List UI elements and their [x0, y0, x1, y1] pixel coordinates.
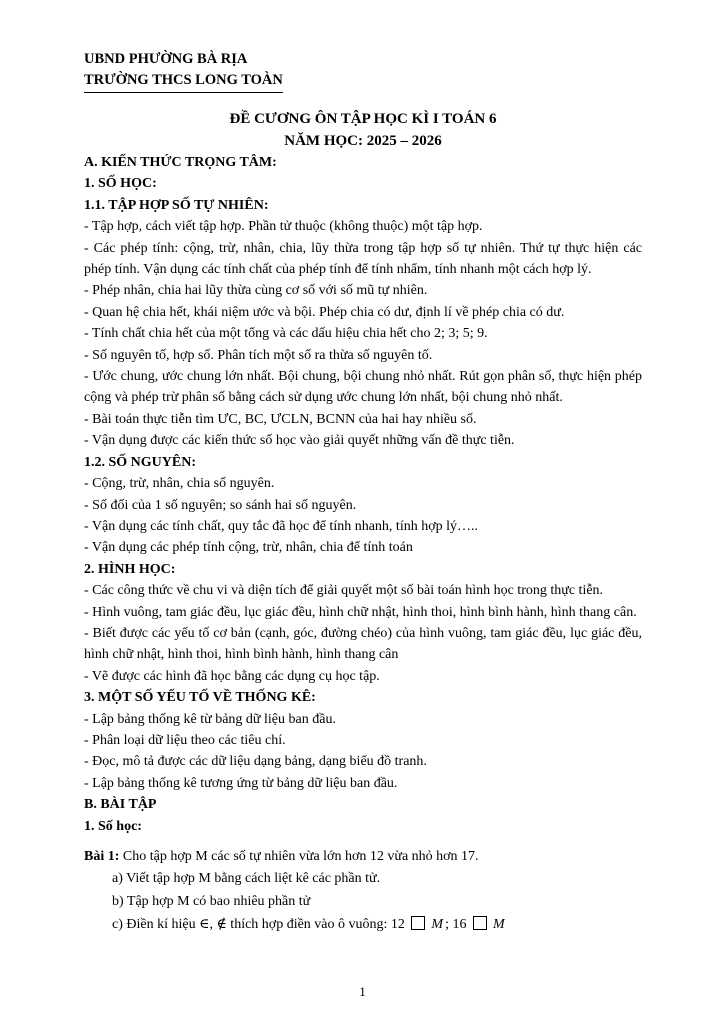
exercise-item: b) Tập hợp M có bao nhiêu phần tử	[112, 894, 311, 910]
section-heading: A. KIẾN THỨC TRỌNG TÂM:	[84, 155, 277, 170]
paragraph: - Phân loại dữ liệu theo các tiêu chí.	[84, 732, 286, 748]
section-heading: 1.1. TẬP HỢP SỐ TỰ NHIÊN:	[84, 197, 269, 213]
exercise-label: Bài 1:	[84, 849, 120, 864]
paragraph: - Lập bảng thống kê từ bảng dữ liệu ban đầu.	[84, 711, 336, 727]
answer-box	[473, 916, 487, 930]
paragraph: - Đọc, mô tả được các dữ liệu dạng bảng, dạng biểu đồ tranh.	[84, 754, 427, 770]
math-variable: M	[431, 917, 444, 933]
section-heading: 2. HÌNH HỌC:	[84, 561, 176, 577]
paragraph: - Quan hệ chia hết, khái niệm ước và bội. Phép chia có dư, định lí về phép chia có dư.	[84, 304, 565, 320]
paragraph: - Các phép tính: cộng, trừ, nhân, chia, lũy thừa trong tập hợp số tự nhiên. Thứ tự thực hiện các phép tính. Vận dụng các tính chất của phép tính để tính nhẩm, tính nhanh một cách hợp lý.	[84, 240, 642, 278]
document-body	[84, 152, 642, 936]
title-line1: ĐỀ CƯƠNG ÔN TẬP HỌC KÌ I TOÁN 6	[229, 111, 497, 127]
paragraph: - Vận dụng được các kiến thức số học vào giải quyết những vấn đề thực tiễn.	[84, 433, 515, 449]
paragraph: - Hình vuông, tam giác đều, lục giác đều, hình chữ nhật, hình thoi, hình bình hành, hình thang cân.	[84, 604, 637, 620]
exercise-statement: Bài 1: Cho tập hợp M các số tự nhiên vừa lớn hơn 12 vừa nhỏ hơn 17.	[84, 849, 479, 864]
paragraph: - Cộng, trừ, nhân, chia số nguyên.	[84, 476, 275, 492]
paragraph: - Vận dụng các tính chất, quy tắc đã học để tính nhanh, tính hợp lý…..	[84, 518, 478, 534]
section-heading: B. BÀI TẬP	[84, 797, 157, 813]
section-heading: 1. SỐ HỌC:	[84, 176, 157, 192]
page-number: 1	[359, 984, 366, 999]
section-heading: 3. MỘT SỐ YẾU TỐ VỀ THỐNG KÊ:	[84, 690, 316, 706]
header-org: UBND PHƯỜNG BÀ RỊA	[84, 51, 248, 67]
document-title	[84, 109, 642, 152]
paragraph: - Số đối của 1 số nguyên; so sánh hai số nguyên.	[84, 497, 357, 513]
paragraph: - Tập hợp, cách viết tập hợp. Phần tử thuộc (không thuộc) một tập hợp.	[84, 219, 483, 235]
title-line2: NĂM HỌC: 2025 – 2026	[284, 132, 442, 149]
math-variable: M	[492, 917, 505, 933]
answer-box	[411, 916, 425, 930]
section-heading: 1.2. SỐ NGUYÊN:	[84, 454, 197, 470]
paragraph: - Phép nhân, chia hai lũy thừa cùng cơ số với số mũ tự nhiên.	[84, 283, 428, 299]
exercise-item: c) Điền kí hiệu ∈, ∉ thích hợp điền vào ô vuông: 12 M ; 16 M	[112, 917, 505, 933]
header-school	[84, 70, 642, 93]
paragraph: - Các công thức về chu vi và diện tích để giải quyết một số bài toán hình học trong thực tiễn.	[84, 583, 604, 599]
paragraph: - Vẽ được các hình đã học bằng các dụng cụ học tập.	[84, 668, 380, 684]
paragraph: - Số nguyên tố, hợp số. Phân tích một số ra thừa số nguyên tố.	[84, 347, 433, 363]
paragraph: - Tính chất chia hết của một tổng và các dấu hiệu chia hết cho 2; 3; 5; 9.	[84, 326, 488, 342]
header-school-text: TRƯỜNG THCS LONG TOÀN	[84, 70, 283, 93]
school-header	[84, 49, 642, 93]
paragraph: - Lập bảng thống kê tương ứng từ bảng dữ liệu ban đầu.	[84, 775, 398, 791]
paragraph: - Bài toán thực tiễn tìm ƯC, BC, ƯCLN, BCNN của hai hay nhiều số.	[84, 411, 477, 427]
paragraph: - Vận dụng các phép tính cộng, trừ, nhân, chia để tính toán	[84, 540, 413, 556]
exercise-item: a) Viết tập hợp M bằng cách liệt kê các phần tử.	[112, 871, 381, 887]
paragraph: - Biết được các yếu tố cơ bản (cạnh, góc, đường chéo) của hình vuông, tam giác đều, lục giác đều, hình chữ nhật, hình thoi, hình bình hành, hình thang cân	[84, 625, 642, 663]
paragraph: - Ước chung, ước chung lớn nhất. Bội chung, bội chung nhỏ nhất. Rút gọn phân số, thực hiện phép cộng và phép trừ phân số bằng cách sử dụng ước chung lớn nhất, bội chung nhỏ nhất.	[84, 369, 642, 406]
section-heading: 1. Số học:	[84, 818, 142, 834]
